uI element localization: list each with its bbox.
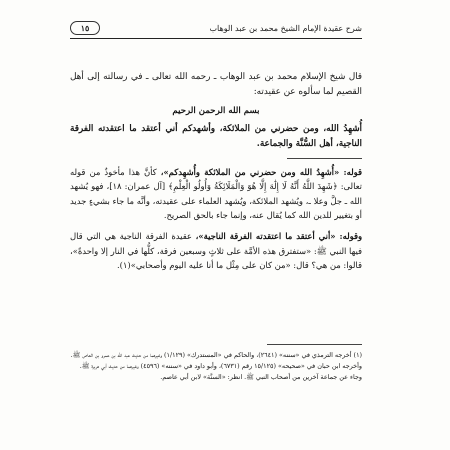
quoted-phrase: قوله: «أُشهِدُ الله ومن حضرني من الملائكة وأُشهِدكم»،: [160, 166, 362, 177]
header-divider: [70, 38, 362, 39]
footnote-divider: [267, 344, 362, 345]
footnotes: [70, 350, 362, 383]
basmala: بسم الله الرحمن الرحيم: [172, 106, 260, 116]
book-title: شرح عقيدة الإمام الشيخ محمد بن عبد الوهاب: [209, 23, 362, 33]
footnote-line: (١) أخرجه الترمذي في «سننه» (٢٦٤١)، والحاكم في «المستدرك» (١/١٢٩) وغيرهما من حديث عبد الله بن عمرو بن العاص ﷺ.: [70, 351, 362, 359]
commentary-paragraph-2: [70, 229, 362, 273]
quoted-phrase: وقوله: «أني أعتقد ما اعتقدته الفرقة الناجية»،: [195, 230, 362, 241]
main-text: [70, 48, 362, 279]
footnote-line: وأخرجه ابن حبان في «صحيحه» (١٥/١٢٥ رقم (٦٧٣١)، وأبو داود في «سننه» (٤٥٩٦) وغيرهما من حديث أبي هريرة ﷺ.: [79, 362, 362, 370]
section-divider: [287, 158, 362, 159]
intro-paragraph: قال شيخ الإسلام محمد بن عبد الوهاب ـ رحمه الله تعالى ـ في رسالته إلى أهل القصيم لما سألوه عن عقيدته:: [70, 72, 362, 97]
footnote-line: وجاء عن جماعة آخرين من أصحاب النبي ﷺ. انظر: «السنَّة» لابن أبي عاصم.: [160, 373, 362, 381]
commentary-text: كأنَّ هذا مأخوذٌ من قوله تعالى: ﴿شَهِدَ اللَّهُ أَنَّهُ لَا إِلَٰهَ إِلَّا هُوَ وَالْمَلَائِكَةُ وَأُولُو الْعِلْمِ﴾ [آل عمران: ١٨]، فهو يُشهد الله ـ جلَّ وعلا ـ، ويُشهد الملائكة، ويُشهد العلماء على عقيدته، وأنَّه ما جاء بشيءٍ جديد أو بتغيير للدين الله كما يُقال عنه، وإنما جاء بالحق الصريح.: [70, 166, 362, 221]
commentary-paragraph-1: [70, 165, 362, 223]
running-header: [70, 18, 362, 38]
page-number: ١٥: [70, 21, 100, 35]
commentary-text: عقيدة الفرقة الناجية هي التي قال فيها النبي ﷺ: «ستفترق هذه الأمَّة على ثلاثٍ وسبعين فرقة، كلُّها في النار إلا واحدةً»، قالوا: من هي؟ قال: «من كان على مِثْل ما أنا عليه اليوم وأصحابي»(١).: [70, 230, 362, 271]
creed-statement: أُشهِدُ الله، ومن حضرني من الملائكة، وأشهدكم أني أعتقد ما اعتقدته الفرقة الناجية، أهل السُّنَّة والجماعة.: [70, 123, 362, 149]
